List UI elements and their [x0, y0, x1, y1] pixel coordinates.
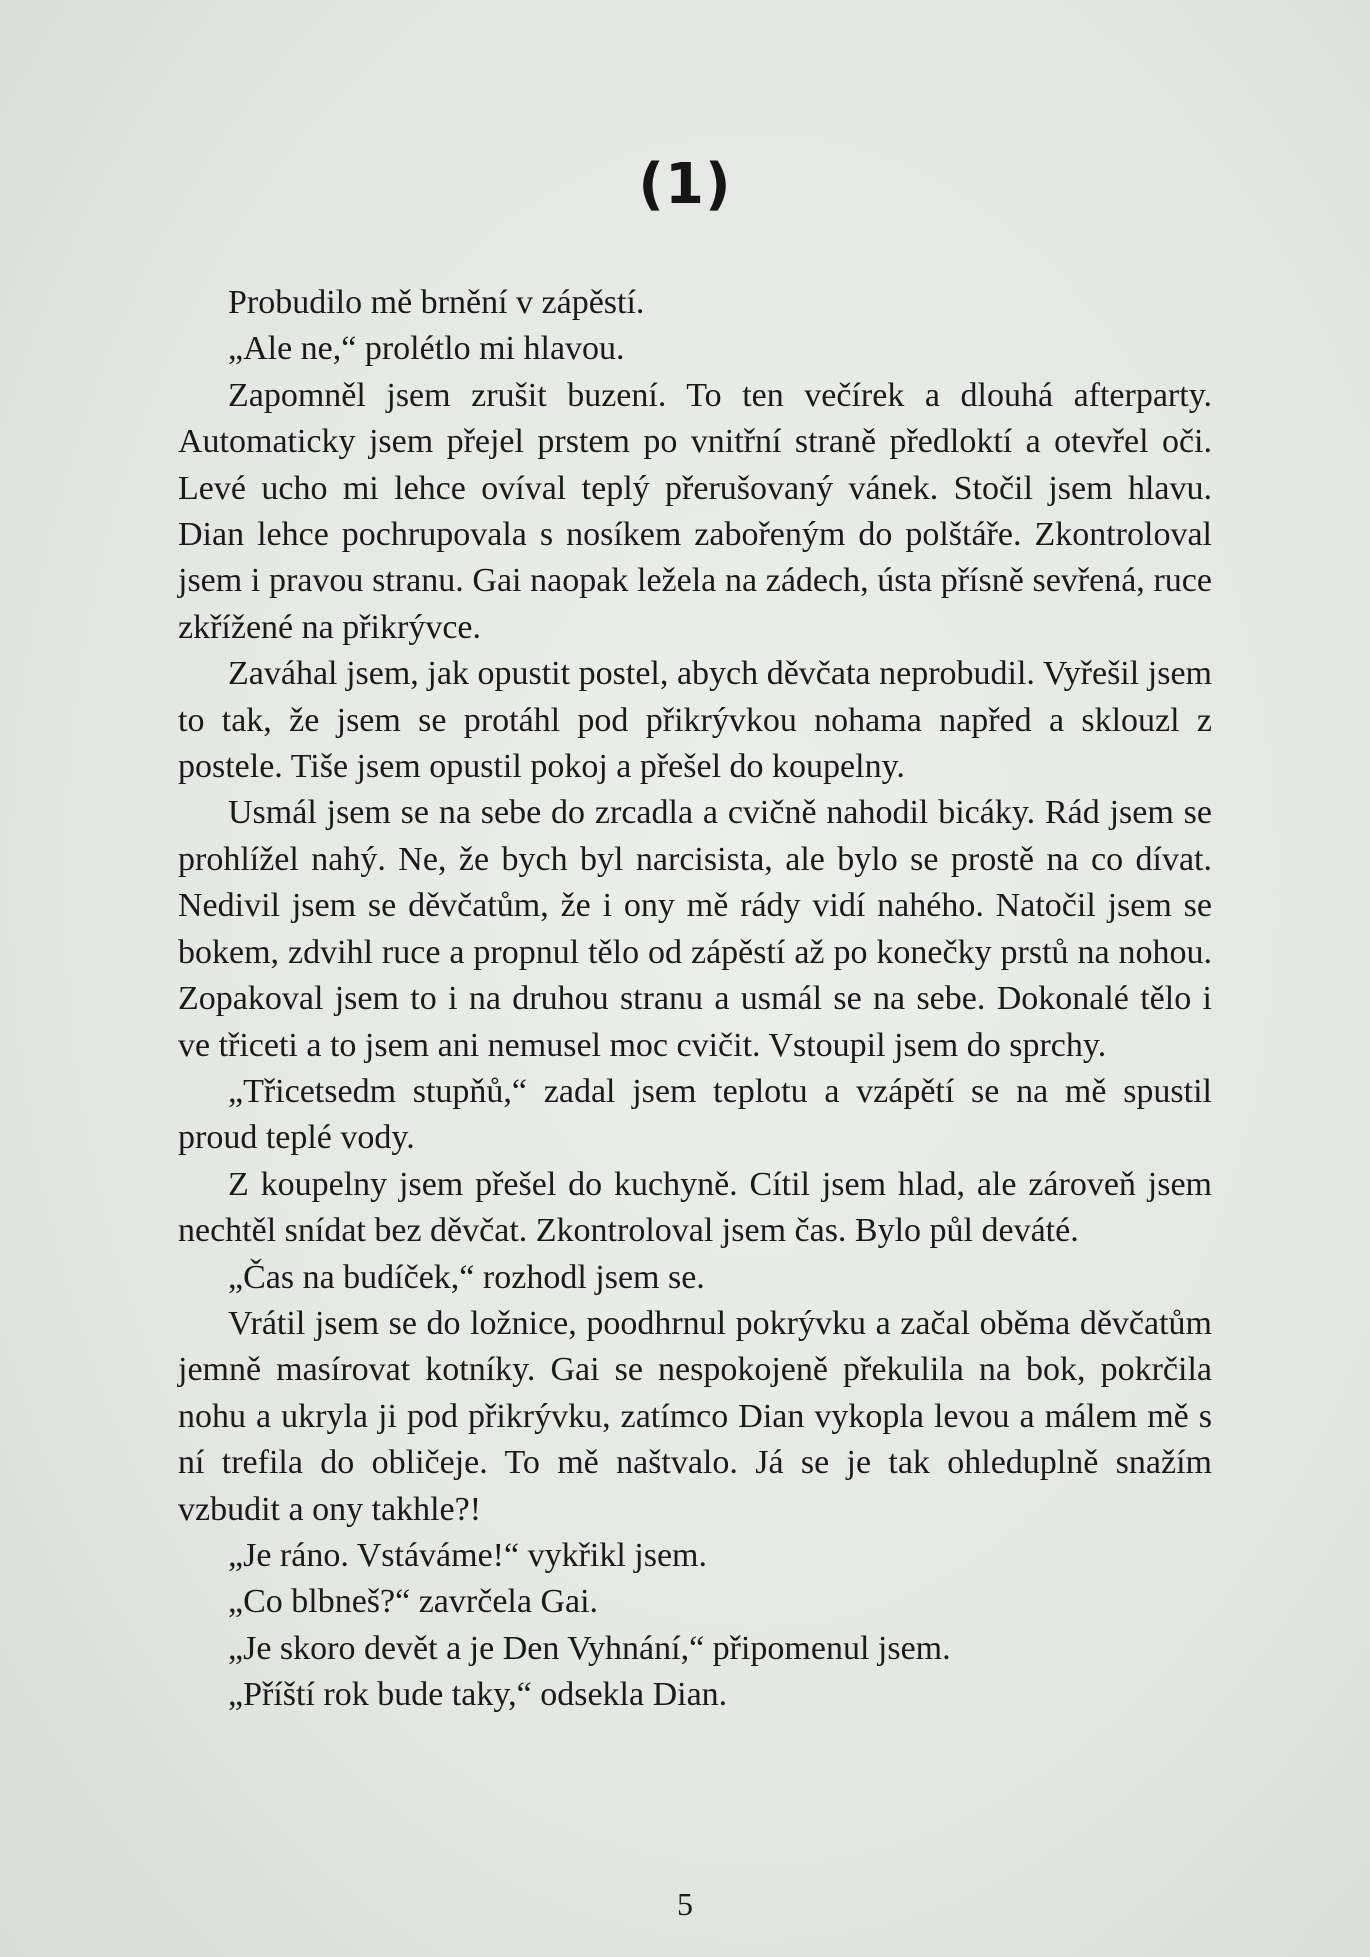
- paragraph: „Čas na budíček,“ rozhodl jsem se.: [228, 1258, 705, 1296]
- body-text: [178, 280, 1212, 1719]
- paragraph: Usmál jsem se na sebe do zrcadla a cvičně nahodil bicáky. Rád jsem se prohlížel nahý. Ne, že bych byl narcisista, ale bylo se prostě na co dívat. Nedivil jsem se děvčatům, že i ony mě rády vidí nahého. Natočil jsem se bokem, zdvihl ruce a propnul tělo od zápěstí až po konečky prstů na nohou. Zopakoval jsem to i na druhou stranu a usmál se na sebe. Dokonalé tělo i ve třiceti a to jsem ani nemusel moc cvičit. Vstoupil jsem do sprchy.: [178, 794, 1212, 1064]
- paragraph: „Je skoro devět a je Den Vyhnání,“ připomenul jsem.: [228, 1629, 951, 1667]
- paragraph: „Co blbneš?“ zavrčela Gai.: [228, 1583, 599, 1621]
- paragraph: Z koupelny jsem přešel do kuchyně. Cítil jsem hlad, ale zároveň jsem nechtěl snídat bez děvčat. Zkontroloval jsem čas. Bylo půl deváté.: [178, 1165, 1212, 1250]
- page-number: 5: [677, 1886, 693, 1922]
- paragraph: Zaváhal jsem, jak opustit postel, abych děvčata neprobudil. Vyřešil jsem to tak, že jsem se protáhl pod přikrývkou nohama napřed a sklouzl z postele. Tiše jsem opustil pokoj a přešel do koupelny.: [178, 655, 1212, 786]
- paragraph: Probudilo mě brnění v zápěstí.: [228, 284, 645, 321]
- paragraph: „Ale ne,“ prolétlo mi hlavou.: [228, 330, 625, 368]
- paragraph: „Třicetsedm stupňů,“ zadal jsem teplotu a vzápětí se na mě spustil proud teplé vody.: [178, 1072, 1212, 1157]
- paragraph: „Příští rok bude taky,“ odsekla Dian.: [228, 1676, 728, 1714]
- chapter-heading: (1): [638, 152, 732, 217]
- paragraph: „Je ráno. Vstáváme!“ vykřikl jsem.: [228, 1536, 708, 1574]
- paragraph: Vrátil jsem se do ložnice, poodhrnul pokrývku a začal oběma děvčatům jemně masírovat kotníky. Gai se nespokojeně překulila na bok, pokrčila nohu a ukryla ji pod přikrývku, zatímco Dian vykopla levou a málem mě s ní trefila do obličeje. To mě naštvalo. Já se je tak ohleduplně snažím vzbudit a ony takhle?!: [178, 1304, 1212, 1528]
- paragraph: Zapomněl jsem zrušit buzení. To ten večírek a dlouhá afterparty. Automaticky jsem přejel prstem po vnitřní straně předloktí a otevřel oči. Levé ucho mi lehce ovíval teplý přerušovaný vánek. Stočil jsem hlavu. Dian lehce pochrupovala s nosíkem zabořeným do polštáře. Zkontroloval jsem i pravou stranu. Gai naopak ležela na zádech, ústa přísně sevřená, ruce zkřížené na přikrývce.: [178, 376, 1212, 646]
